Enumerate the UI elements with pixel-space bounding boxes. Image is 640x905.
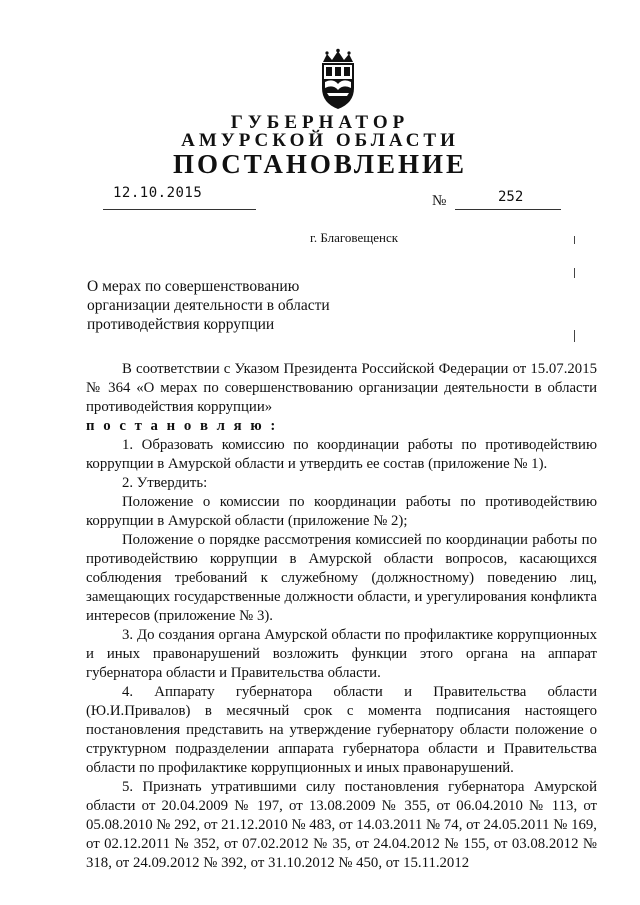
scan-mark [574,268,575,278]
number-underline [455,209,561,210]
scan-mark [574,236,575,244]
document-number: 252 [498,189,524,205]
document-type: ПОСТАНОВЛЕНИЕ [172,149,468,179]
document-body [86,360,597,873]
number-sign: № [432,193,447,209]
coat-of-arms-icon [303,48,373,112]
clause-1: 1. Образовать комиссию по координации работы по противодействию коррупции в Амурской области и утвердить ее состав (приложение № 1). [86,437,597,472]
clause-3: 3. До создания органа Амурской области по профилактике коррупционных и иных правонарушений возложить функции этого органа на аппарат губернатора области и Правительства области. [86,627,597,681]
subject-line: противодействия коррупции [87,316,275,333]
clause-2a: Положение о комиссии по координации работы по противодействию коррупции в Амурской области (приложение № 2); [86,494,597,529]
clause-5: 5. Признать утратившими силу постановления губернатора Амурской области от 20.04.2009 № 197, от 13.08.2009 № 355, от 06.04.2010 № 113, от 05.08.2010 № 292, от 21.12.2010 № 483, от 14.03.2011 № 74, от 24.05.2011 № 169, от 02.12.2011 № 352, от 07.02.2012 № 35, от 24.04.2012 № 155, от 03.08.2012 № 318, от 24.09.2012 № 392, от 31.10.2012 № 450, от 15.11.2012 [86,779,597,871]
subject-line: организации деятельности в области [87,297,330,314]
intro-paragraph: В соответствии с Указом Президента Российской Федерации от 15.07.2015 № 364 «О мерах по совершенствованию организации деятельности в области противодействия коррупции» [86,361,597,415]
issuer-region: АМУРСКОЙ ОБЛАСТИ [181,130,459,151]
scan-mark [574,330,575,342]
clause-2b: Положение о порядке рассмотрения комиссией по координации работы по противодействию коррупции в Амурской области вопросов, касающихся соблюдения требований к служебному (должностному) поведению лиц, замещающих государственные должности области, и урегулирования конфликта интересов (приложение № 3). [86,532,597,624]
document-date: 12.10.2015 [113,185,203,201]
clause-4: 4. Аппарату губернатора области и Правительства области (Ю.И.Привалов) в месячный срок с момента подписания настоящего постановления представить на утверждение губернатору области положение о структурном подразделении аппарата губернатора области и Правительства области по профилактике коррупционных и иных правонарушений. [86,684,597,776]
subject-line: О мерах по совершенствованию [87,278,300,295]
date-underline [103,209,256,210]
city: г. Благовещенск [310,230,399,245]
clause-2: 2. Утвердить: [122,475,208,491]
document-subject [87,277,330,334]
issuer-title: ГУБЕРНАТОР [230,112,410,133]
preamble: п о с т а н о в л я ю : [86,418,278,434]
